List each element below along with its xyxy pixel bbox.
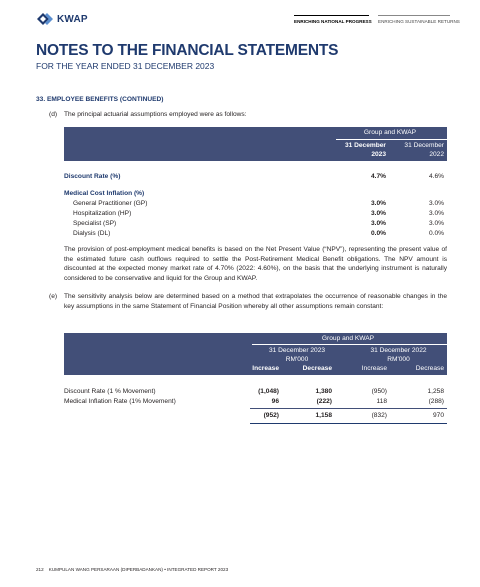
discount-rate-label: Discount Rate (%)	[64, 173, 121, 180]
sensitivity-dec-2023: (222)	[316, 398, 332, 405]
sensitivity-group-header: Group and KWAP	[321, 335, 375, 342]
assumption-row-2022: 3.0%	[428, 200, 444, 207]
part-d-label: (d)	[49, 111, 58, 118]
sensitivity-dec-2022: 1,258	[427, 388, 444, 395]
assumption-row-2023: 3.0%	[370, 210, 386, 217]
header-divider	[336, 139, 447, 140]
tab-inactive-indicator	[378, 15, 450, 16]
page-number: 212	[36, 567, 44, 572]
unit-2022: RM'000	[387, 356, 410, 363]
discount-rate-2023: 4.7%	[370, 173, 386, 180]
header-divider	[252, 344, 447, 345]
assumption-row-2023: 3.0%	[370, 200, 386, 207]
sensitivity-inc-2023: 96	[271, 398, 279, 405]
page-subtitle: FOR THE YEAR ENDED 31 DECEMBER 2023	[36, 61, 215, 71]
assumption-row-2022: 0.0%	[428, 230, 444, 237]
assumption-row-2022: 3.0%	[428, 210, 444, 217]
tab-enriching-national-progress[interactable]: ENRICHING NATIONAL PROGRESS	[294, 19, 372, 24]
logo-text: KWAP	[57, 13, 88, 25]
brand-logo	[36, 12, 88, 26]
total-bottom-rule	[250, 423, 447, 424]
sensitivity-inc-2022: 118	[376, 398, 387, 405]
sensitivity-inc-2022: (950)	[371, 388, 387, 395]
section-heading: 33. EMPLOYEE BENEFITS (CONTINUED)	[36, 96, 164, 103]
period-2022: 31 December 2022	[370, 347, 427, 354]
assumption-row-label: Dialysis (DL)	[73, 230, 111, 237]
part-e-label: (e)	[49, 293, 58, 300]
assumption-row-2023: 3.0%	[370, 220, 386, 227]
total-dec-2023: 1,158	[315, 412, 332, 419]
sensitivity-row-label: Discount Rate (1 % Movement)	[64, 388, 156, 395]
assumption-row-2023: 0.0%	[370, 230, 386, 237]
assumption-row-label: General Practitioner (GP)	[73, 200, 148, 207]
total-inc-2023: (952)	[263, 412, 279, 419]
col-decrease-2022: Decrease	[415, 365, 444, 372]
col-increase-2022: Increase	[361, 365, 387, 372]
npv-paragraph: The provision of post-employment medical benefits is based on the Net Present Value (“NPV”), representing the present value of the estimated future cash outflows required to settle the Post-Retirement Medical Benefit obligations. The NPV amount is discounted at the expected money market rate of 4.70% (2022: 4.60%), on the basis that the underlying instrument is naturally considered to be conservative and liquid for the Group and KWAP.	[64, 246, 447, 282]
page-title: NOTES TO THE FINANCIAL STATEMENTS	[36, 42, 339, 59]
tab-active-indicator	[294, 15, 369, 16]
discount-rate-2022: 4.6%	[428, 173, 444, 180]
total-inc-2022: (832)	[371, 412, 387, 419]
assumption-row-label: Specialist (SP)	[73, 220, 117, 227]
sensitivity-dec-2022: (288)	[428, 398, 444, 405]
page-footer	[36, 567, 228, 572]
sensitivity-row-label: Medical Inflation Rate (1% Movement)	[64, 398, 176, 405]
assumptions-group-header: Group and KWAP	[363, 129, 417, 136]
col-2023-line1: 31 December	[344, 142, 386, 149]
sensitivity-inc-2023: (1,048)	[258, 388, 279, 395]
col-2023-line2: 2023	[371, 151, 386, 158]
part-e-intro: The sensitivity analysis below are determined based on a method that extrapolates the occurrence of reasonable changes in the key assumptions in the same Statement of Financial Position whereby all other assumptions remain constant:	[64, 293, 447, 310]
tab-enriching-sustainable-returns[interactable]: ENRICHING SUSTAINABLE RETURNS	[378, 19, 460, 24]
footer-text: KUMPULAN WANG PERSARAAN (DIPERBADANKAN) • INTEGRATED REPORT 2023	[48, 567, 229, 572]
total-top-rule	[250, 408, 447, 409]
period-2023: 31 December 2023	[268, 347, 326, 354]
unit-2023: RM'000	[285, 356, 309, 363]
part-d-intro: The principal actuarial assumptions employed were as follows:	[64, 111, 247, 118]
kwap-logo-icon	[36, 12, 54, 26]
assumption-row-label: Hospitalization (HP)	[73, 210, 132, 217]
total-dec-2022: 970	[432, 412, 444, 419]
assumption-row-2022: 3.0%	[428, 220, 444, 227]
col-increase-2023: Increase	[252, 365, 279, 372]
medical-inflation-label: Medical Cost Inflation (%)	[64, 190, 145, 197]
sensitivity-dec-2023: 1,380	[315, 388, 332, 395]
col-decrease-2023: Decrease	[302, 365, 332, 372]
col-2022-line1: 31 December	[404, 142, 444, 149]
col-2022-line2: 2022	[429, 151, 444, 158]
